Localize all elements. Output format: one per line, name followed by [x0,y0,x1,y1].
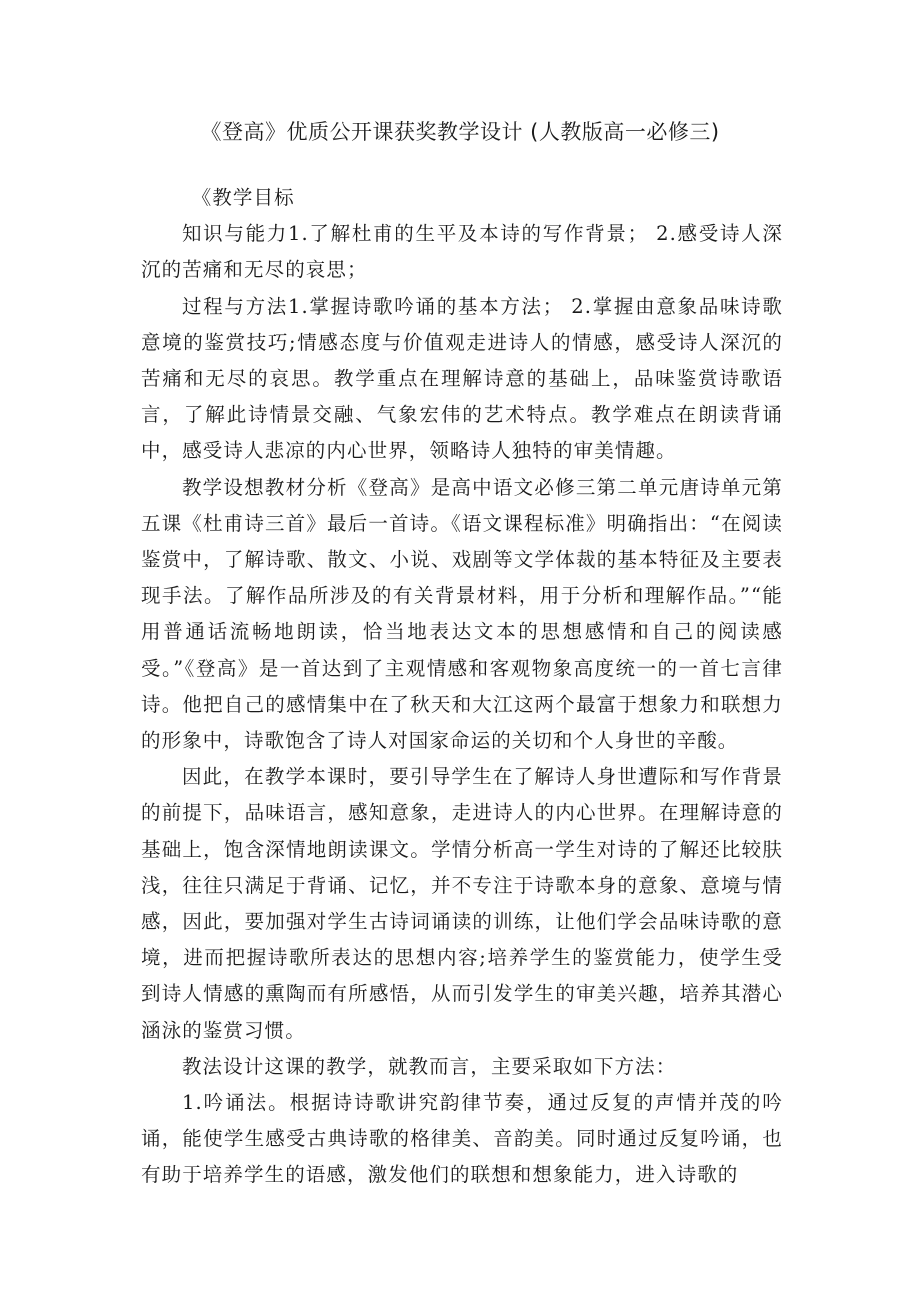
paragraph-therefore: 因此，在教学本课时，要引导学生在了解诗人身世遭际和写作背景的前提下，品味语言，感知意象，走进诗人的内心世界。在理解诗意的基础上，饱含深情地朗读课文。学情分析高一学生对诗的了解还比较肤浅，往往只满足于背诵、记忆，并不专注于诗歌本身的意象、意境与情感，因此，要加强对学生古诗词诵读的训练，让他们学会品味诗歌的意境，进而把握诗歌所表达的思想内容;培养学生的鉴赏能力，使学生受到诗人情感的熏陶而有所感悟，从而引发学生的审美兴趣，培养其潜心涵泳的鉴赏习惯。 [141,765,783,1042]
paragraph-teaching-goals: 《教学目标 [191,186,295,209]
document-body [141,180,783,1194]
paragraph-process-method: 过程与方法1.掌握诗歌吟诵的基本方法； 2.掌握由意象品味诗歌意境的鉴赏技巧;情感态度与价值观走进诗人的情感，感受诗人深沉的苦痛和无尽的哀思。教学重点在理解诗意的基础上，品味鉴赏诗歌语言，了解此诗情景交融、气象宏伟的艺术特点。教学难点在朗读背诵中，感受诗人悲凉的内心世界，领略诗人独特的审美情趣。 [141,294,783,463]
paragraph-knowledge-ability: 知识与能力1.了解杜甫的生平及本诗的写作背景； 2.感受诗人深沉的苦痛和无尽的哀思； [141,222,783,282]
document-title: 《登高》优质公开课获奖教学设计 (人教版高一必修三) [200,120,720,144]
paragraph-teaching-design: 教学设想教材分析《登高》是高中语文必修三第二单元唐诗单元第五课《杜甫诗三首》最后一首诗。《语文课程标准》明确指出：“在阅读鉴赏中，了解诗歌、散文、小说、戏剧等文学体裁的基本特征及主要表现手法。了解作品所涉及的有关背景材料，用于分析和理解作品。”“能用普通话流畅地朗读，恰当地表达文本的思想感情和自己的阅读感受。”《登高》是一首达到了主观情感和客观物象高度统一的一首七言律诗。他把自己的感情集中在了秋天和大江这两个最富于想象力和联想力的形象中，诗歌饱含了诗人对国家命运的关切和个人身世的辛酸。 [141,475,783,753]
paragraph-recitation-method: 1.吟诵法。根据诗诗歌讲究韵律节奏，通过反复的声情并茂的吟诵，能使学生感受古典诗歌的格律美、音韵美。同时通过反复吟诵，也有助于培养学生的语感，激发他们的联想和想象能力，进入诗歌的 [141,1091,783,1187]
paragraph-method-design: 教法设计这课的教学，就教而言，主要采取如下方法： [181,1054,677,1078]
